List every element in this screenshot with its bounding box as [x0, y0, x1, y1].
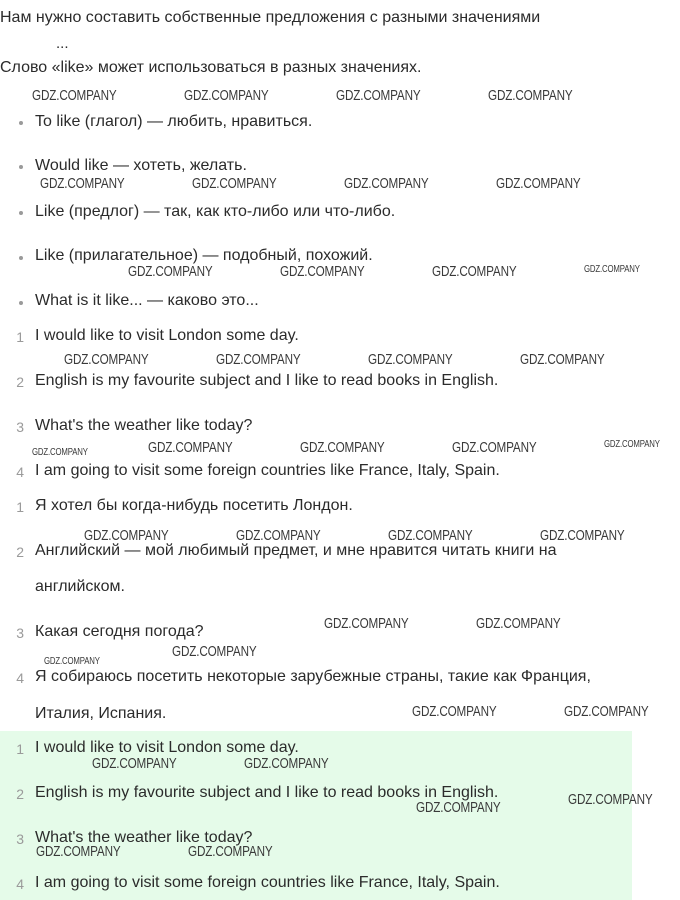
- intro-ellipsis: ...: [56, 35, 69, 52]
- watermark: GDZ.COMPANY: [476, 615, 561, 632]
- watermark: GDZ.COMPANY: [32, 87, 117, 104]
- watermark: GDZ.COMPANY: [40, 175, 125, 192]
- intro-line-1: Нам нужно составить собственные предложения с разными значениями: [0, 9, 541, 26]
- watermark: GDZ.COMPANY: [344, 175, 429, 192]
- watermark: GDZ.COMPANY: [64, 351, 149, 368]
- bullet-marker: [19, 121, 23, 125]
- watermark: GDZ.COMPANY: [604, 439, 660, 450]
- list-number: 4: [16, 670, 24, 686]
- watermark: GDZ.COMPANY: [192, 175, 277, 192]
- english-sentence: What's the weather like today?: [35, 417, 253, 434]
- english-sentence: I am going to visit some foreign countries like France, Italy, Spain.: [35, 462, 500, 479]
- watermark: GDZ.COMPANY: [452, 439, 537, 456]
- bullet-marker: [19, 211, 23, 215]
- english-sentence: English is my favourite subject and I like to read books in English.: [35, 372, 499, 389]
- meaning-item: To like (глагол) — любить, нравиться.: [35, 113, 313, 130]
- watermark: GDZ.COMPANY: [36, 843, 121, 860]
- watermark: GDZ.COMPANY: [184, 87, 269, 104]
- list-number: 2: [16, 786, 24, 802]
- meaning-item: Would like — хотеть, желать.: [35, 157, 247, 174]
- watermark: GDZ.COMPANY: [32, 447, 88, 458]
- watermark: GDZ.COMPANY: [324, 615, 409, 632]
- watermark: GDZ.COMPANY: [244, 755, 329, 772]
- list-number: 1: [16, 741, 24, 757]
- watermark: GDZ.COMPANY: [432, 263, 517, 280]
- russian-sentence: Я хотел бы когда-нибудь посетить Лондон.: [35, 497, 353, 514]
- watermark: GDZ.COMPANY: [280, 263, 365, 280]
- list-number: 1: [16, 329, 24, 345]
- highlighted-sentence: What's the weather like today?: [35, 829, 253, 846]
- list-number: 1: [16, 499, 24, 515]
- watermark: GDZ.COMPANY: [44, 656, 100, 667]
- watermark: GDZ.COMPANY: [172, 643, 257, 660]
- russian-sentence-line-2: Италия, Испания.: [35, 705, 167, 722]
- watermark: GDZ.COMPANY: [540, 527, 625, 544]
- list-number: 3: [16, 831, 24, 847]
- watermark: GDZ.COMPANY: [388, 527, 473, 544]
- highlighted-sentence: I am going to visit some foreign countries like France, Italy, Spain.: [35, 874, 500, 891]
- watermark: GDZ.COMPANY: [412, 703, 497, 720]
- watermark: GDZ.COMPANY: [488, 87, 573, 104]
- watermark: GDZ.COMPANY: [336, 87, 421, 104]
- bullet-marker: [19, 165, 23, 169]
- watermark: GDZ.COMPANY: [92, 755, 177, 772]
- watermark: GDZ.COMPANY: [300, 439, 385, 456]
- meaning-item: Like (прилагательное) — подобный, похожий.: [35, 247, 373, 264]
- list-number: 4: [16, 876, 24, 892]
- highlighted-sentence: I would like to visit London some day.: [35, 739, 299, 756]
- watermark: GDZ.COMPANY: [564, 703, 649, 720]
- watermark: GDZ.COMPANY: [584, 264, 640, 275]
- watermark: GDZ.COMPANY: [148, 439, 233, 456]
- list-number: 2: [16, 374, 24, 390]
- russian-sentence: Какая сегодня погода?: [35, 623, 204, 640]
- watermark: GDZ.COMPANY: [84, 527, 169, 544]
- meaning-item: Like (предлог) — так, как кто-либо или что-либо.: [35, 203, 396, 220]
- watermark: GDZ.COMPANY: [368, 351, 453, 368]
- russian-sentence-line-1: Английский — мой любимый предмет, и мне нравится читать книги на: [35, 542, 557, 559]
- watermark: GDZ.COMPANY: [520, 351, 605, 368]
- bullet-marker: [19, 301, 23, 305]
- list-number: 3: [16, 625, 24, 641]
- russian-sentence-line-1: Я собираюсь посетить некоторые зарубежные страны, такие как Франция,: [35, 668, 591, 685]
- list-number: 3: [16, 419, 24, 435]
- watermark: GDZ.COMPANY: [128, 263, 213, 280]
- highlighted-sentence: English is my favourite subject and I like to read books in English.: [35, 784, 499, 801]
- russian-sentence-line-2: английском.: [35, 578, 125, 595]
- meaning-item: What is it like... — каково это...: [35, 292, 259, 309]
- watermark: GDZ.COMPANY: [188, 843, 273, 860]
- watermark: GDZ.COMPANY: [216, 351, 301, 368]
- intro-line-2: Слово «like» может использоваться в разных значениях.: [0, 59, 422, 76]
- watermark: GDZ.COMPANY: [568, 791, 653, 808]
- watermark: GDZ.COMPANY: [236, 527, 321, 544]
- english-sentence: I would like to visit London some day.: [35, 327, 299, 344]
- bullet-marker: [19, 256, 23, 260]
- watermark: GDZ.COMPANY: [416, 799, 501, 816]
- list-number: 2: [16, 544, 24, 560]
- list-number: 4: [16, 464, 24, 480]
- watermark: GDZ.COMPANY: [496, 175, 581, 192]
